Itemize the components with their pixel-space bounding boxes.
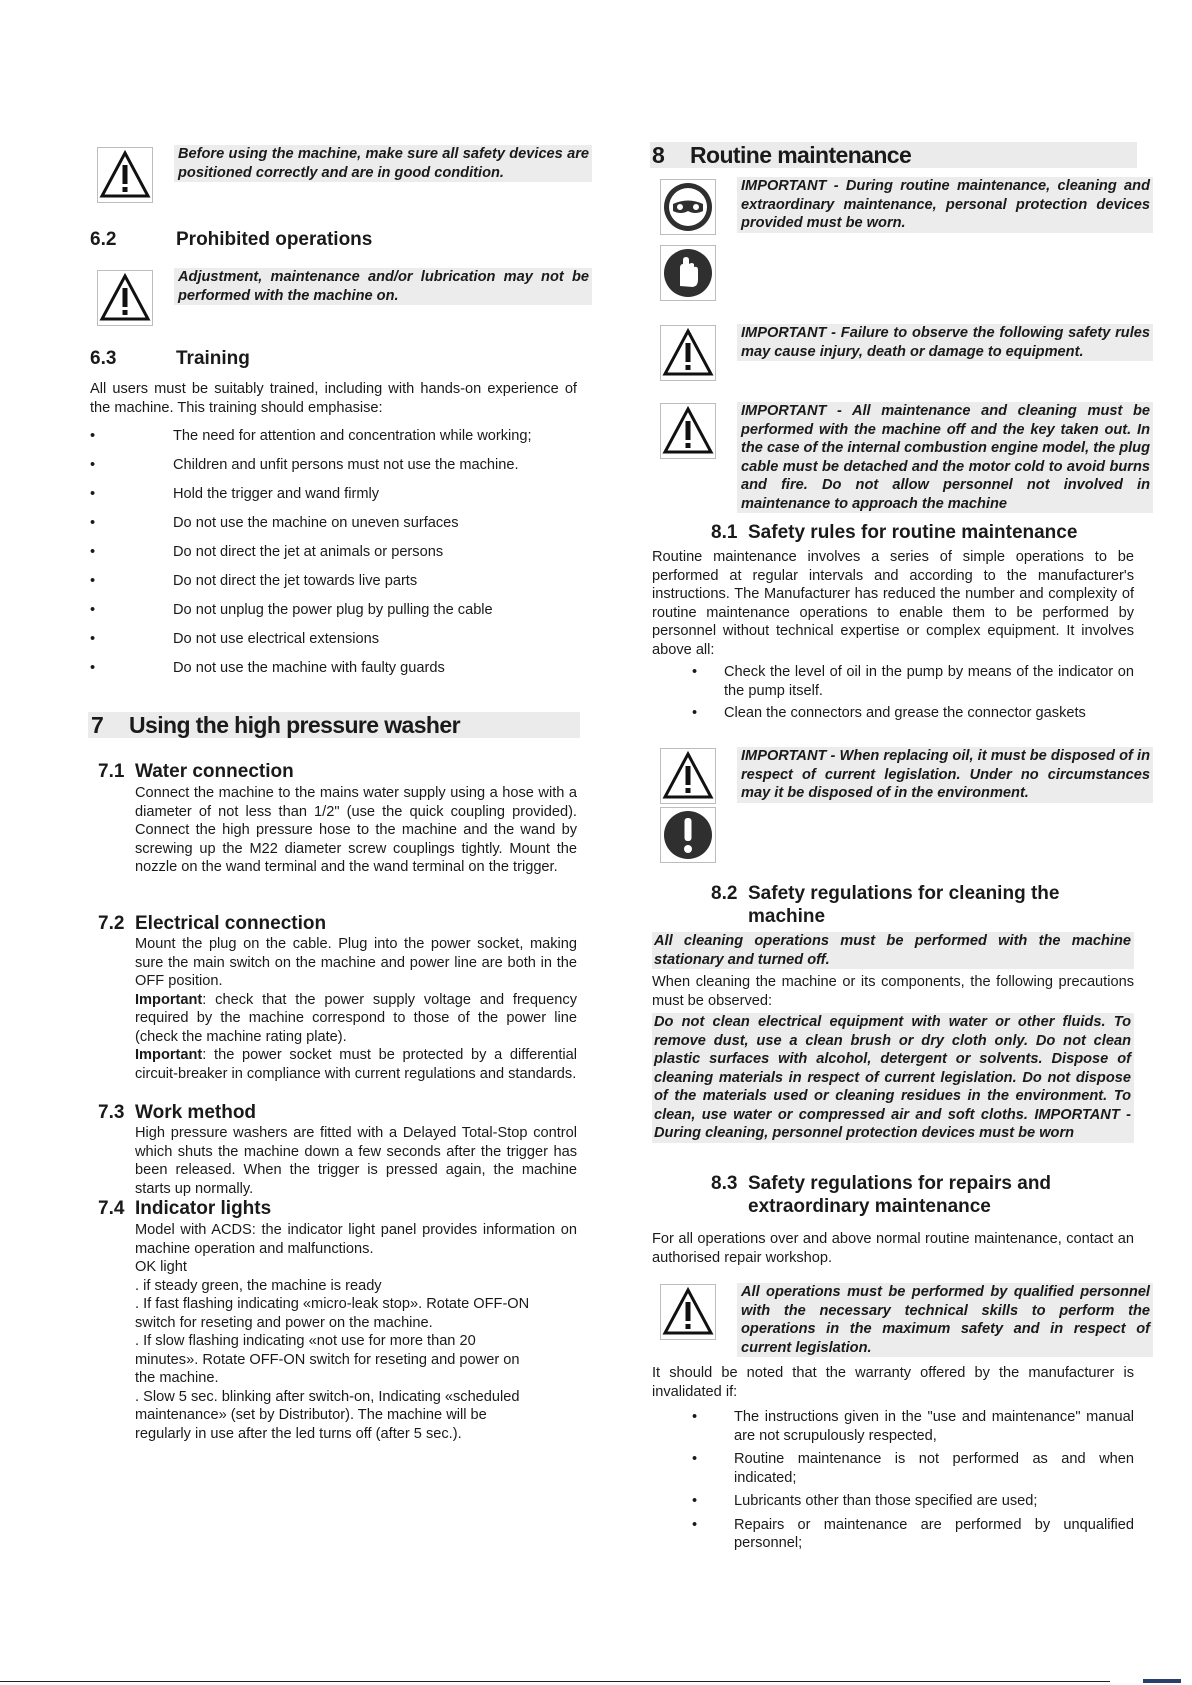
- goggles-icon: [660, 179, 716, 235]
- section-number: 6.2: [90, 229, 117, 250]
- section-8-3-heading: 8.3 Safety regulations for repairs and extraordinary maintenance: [711, 1173, 1052, 1217]
- section-8-1-heading: 8.1 Safety rules for routine maintenance: [711, 522, 1078, 543]
- list-item: • Routine maintenance is not performed as and when indicated;: [692, 1451, 1134, 1486]
- gloves-icon: [660, 245, 716, 301]
- section-title: Routine maintenance: [690, 142, 912, 168]
- list-item: • Children and unfit persons must not use the machine.: [90, 457, 519, 473]
- list-item: • Do not use the machine with faulty guards: [90, 660, 445, 676]
- warning-triangle-icon: [660, 403, 716, 459]
- training-list: [90, 427, 590, 688]
- footer-rule: [0, 1681, 1110, 1682]
- list-item: • Do not use electrical extensions: [90, 631, 380, 647]
- list-item: • Repairs or maintenance are performed by unqualified personnel;: [692, 1516, 1134, 1551]
- oil-disposal-notice: IMPORTANT - When replacing oil, it must be disposed of in respect of current legislation. Under no circumstances may it be disposed of in the environment.: [737, 747, 1153, 803]
- safety-rules-notice: IMPORTANT - Failure to observe the following safety rules may cause injury, death or damage to equipment.: [737, 324, 1153, 361]
- section-6-2-heading: [90, 229, 373, 251]
- section-7-1-heading: 7.1 Water connection: [98, 761, 294, 782]
- section-7-heading: [88, 712, 580, 738]
- list-item: • Do not direct the jet towards live parts: [90, 573, 418, 589]
- ppe-notice: IMPORTANT - During routine maintenance, cleaning and extraordinary maintenance, personal protection devices provided must be worn.: [737, 177, 1153, 233]
- footer-mark: [1143, 1679, 1181, 1683]
- section-8-heading: [650, 142, 1137, 168]
- section-title: Using the high pressure washer: [129, 712, 460, 738]
- list-item: • Do not direct the jet at animals or persons: [90, 544, 444, 560]
- section-number: 6.3: [90, 348, 117, 369]
- indicator-lights-text: Model with ACDS: the indicator light panel provides information on machine operation and malfunctions. OK light . if steady green, the machine is ready . If fast flashing indicating «micro-leak stop». Rotate OFF-ON switch for reseting and power on the machine. . If slow flashing indicating «not use for more than 20 minutes». Rotate OFF-ON switch for reseting and power on the machine. . Slow 5 sec. blinking after switch-on, Indicating «scheduled maintenance» (set by Distributor). The machine will be regularly in use after the led turns off (after 5 sec.).: [135, 1222, 577, 1442]
- prohibited-operations-notice: Adjustment, maintenance and/or lubrication may not be performed with the machine on.: [174, 268, 592, 305]
- important-label: Important: [135, 991, 203, 1008]
- list-item: • The need for attention and concentration while working;: [90, 428, 532, 444]
- section-6-3-heading: [90, 348, 250, 370]
- section-number: 8: [652, 142, 665, 168]
- list-item: • Do not use the machine on uneven surfaces: [90, 515, 459, 531]
- list-item: • Check the level of oil in the pump by means of the indicator on the pump itself.: [692, 664, 1134, 699]
- cleaning-stationary-notice: All cleaning operations must be performed with the machine stationary and turned off.: [652, 932, 1134, 969]
- warranty-list: [652, 1408, 1134, 1553]
- section-8-2-heading: 8.2 Safety regulations for cleaning the machine: [711, 883, 1060, 927]
- safety-devices-notice: Before using the machine, make sure all safety devices are positioned correctly and are in good condition.: [174, 145, 592, 182]
- list-item: • Hold the trigger and wand firmly: [90, 486, 380, 502]
- list-item: • Do not unplug the power plug by pulling the cable: [90, 602, 493, 618]
- section-7-2-heading: 7.2 Electrical connection: [98, 913, 327, 934]
- section-7-4-heading: 7.4 Indicator lights: [98, 1198, 272, 1219]
- key-out-notice: IMPORTANT - All maintenance and cleaning must be performed with the machine off and the key taken out. In the case of the internal combustion engine model, the plug cable must be detached and the motor cold to avoid burns and fire. Do not allow personnel not involved in maintenance to approach the machine: [737, 402, 1153, 513]
- qualified-personnel-notice: All operations must be performed by qualified personnel with the necessary technical skills to perform the operations in the maximum safety and in respect of current legislation.: [737, 1283, 1153, 1357]
- section-title: Training: [176, 348, 250, 369]
- electrical-connection-text: Mount the plug on the cable. Plug into the power socket, making sure the main switch on the machine and power line are both in the OFF position. Important: check that the power supply voltage and frequency required by the machine correspond to those of the power line (check the machine rating plate). Important: the power socket must be protected by a differential circuit-breaker in compliance with current regulations and standards.: [135, 936, 577, 1082]
- warning-triangle-icon: [660, 748, 716, 804]
- section-7-3-heading: 7.3 Work method: [98, 1102, 257, 1123]
- water-connection-text: Connect the machine to the mains water supply using a hose with a diameter of not less than 1/2" (use the quick coupling provided). Connect the high pressure hose to the machine and the wand by screwing up the M22 diameter screw couplings tightly. Mount the nozzle on the wand terminal and the wand terminal on the trigger.: [135, 785, 577, 875]
- work-method-text: High pressure washers are fitted with a Delayed Total-Stop control which shuts the machine down a few seconds after the trigger has been released. When the trigger is pressed again, the machine starts up normally.: [135, 1125, 577, 1197]
- repairs-text: For all operations over and above normal routine maintenance, contact an authorised repair workshop.: [652, 1231, 1134, 1266]
- important-label: Important: [135, 1047, 203, 1063]
- list-item: • Lubricants other than those specified are used;: [692, 1493, 1038, 1509]
- cleaning-rules-notice: Do not clean electrical equipment with water or other fluids. To remove dust, use a clean brush or dry cloth only. Do not clean plastic surfaces with alcohol, detergent or solvents. Dispose of cleaning materials in respect of current legislation. Do not dispose of the materials used or cleaning residues in the environment. To clean, use water or compressed air and soft cloths. IMPORTANT - During cleaning, personnel protection devices must be worn: [652, 1013, 1134, 1143]
- cleaning-precautions-text: When cleaning the machine or its components, the following precautions must be observed:: [652, 974, 1134, 1009]
- training-intro: All users must be suitably trained, including with hands-on experience of the machine. This training should emphasise:: [90, 381, 577, 416]
- routine-maintenance-list: [652, 663, 1134, 723]
- warranty-intro: It should be noted that the warranty offered by the manufacturer is invalidated if:: [652, 1365, 1134, 1400]
- exclamation-circle-icon: [660, 807, 716, 863]
- list-item: • The instructions given in the "use and maintenance" manual are not scrupulously respected,: [692, 1409, 1134, 1444]
- warning-triangle-icon: [660, 325, 716, 381]
- warning-triangle-icon: [97, 147, 153, 203]
- routine-maintenance-text: Routine maintenance involves a series of simple operations to be performed at regular intervals and according to the manufacturer's instructions. The Manufacturer has reduced the number and complexity of routine maintenance operations to enable them to be performed by personnel without technical expertise or complex equipment. It involves above all:: [652, 549, 1134, 658]
- section-number: 7: [91, 712, 104, 738]
- warning-triangle-icon: [97, 270, 153, 326]
- list-item: • Clean the connectors and grease the connector gaskets: [692, 705, 1086, 721]
- section-title: Prohibited operations: [176, 229, 373, 250]
- warning-triangle-icon: [660, 1284, 716, 1340]
